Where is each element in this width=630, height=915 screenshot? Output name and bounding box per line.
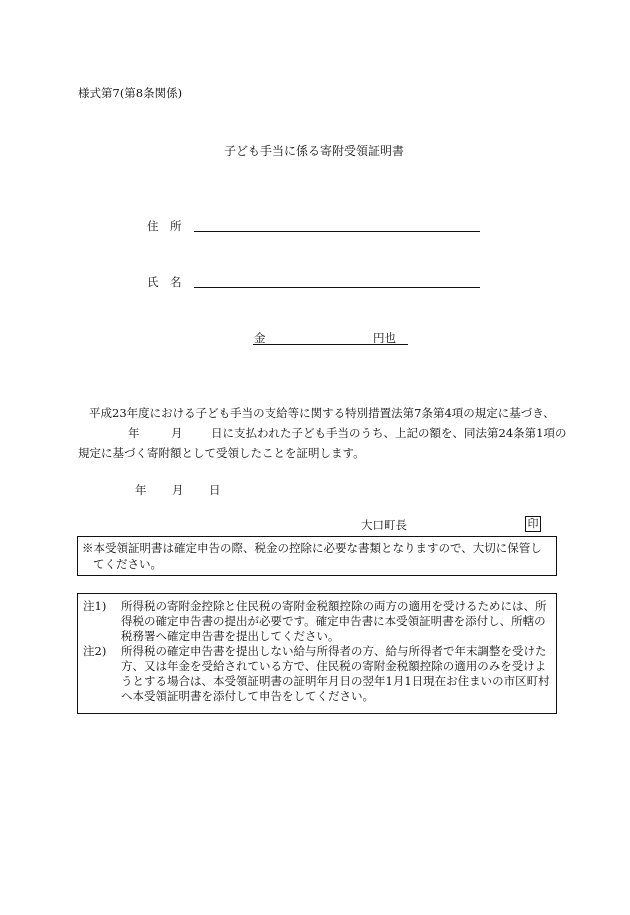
- amount-line: [253, 344, 408, 345]
- note-2-text: [121, 644, 552, 704]
- note-2: [83, 644, 552, 704]
- note-2-line: 方、又は年金を受給されている方で、住民税の寄附金税額控除の適用のみを受けよ: [121, 659, 547, 673]
- amount-suffix: 円也: [373, 331, 396, 345]
- issuer-title: 大口町長: [361, 518, 407, 532]
- body-year-label: 年: [128, 426, 140, 440]
- amount-prefix: 金: [254, 331, 266, 345]
- note-1: [83, 599, 552, 644]
- notice-line-2: てください。: [93, 557, 162, 571]
- form-number: 様式第7(第8条関係): [78, 86, 183, 100]
- notes-box: [77, 593, 557, 714]
- date-year-label: 年: [135, 483, 147, 497]
- note-2-number: 注2): [83, 644, 107, 658]
- date-month-label: 月: [172, 483, 184, 497]
- seal-mark: 印: [525, 516, 541, 532]
- date-day-label: 日: [209, 483, 221, 497]
- note-1-number: 注1): [83, 599, 107, 613]
- note-2-line: へ本受領証明書を添付して申告をしてください。: [121, 689, 374, 703]
- body-month-label: 月: [171, 426, 183, 440]
- notice-box: [77, 536, 557, 576]
- name-label: 氏 名: [147, 275, 182, 289]
- certification-text: [78, 403, 567, 463]
- body-line-2: [78, 423, 567, 443]
- address-label: 住 所: [147, 219, 182, 233]
- note-2-line: 所得税の確定申告書を提出しない給与所得者の方、給与所得者で年末調整を受けた: [121, 644, 547, 658]
- note-1-line: 得税の確定申告書の提出が必要です。確定申告書に本受領証明書を添付し、所轄の: [121, 614, 546, 628]
- name-line: [194, 287, 480, 288]
- note-1-line: 所得税の寄附金控除と住民税の寄附金税額控除の両方の適用を受けるためには、所: [121, 599, 547, 613]
- note-2-line: うとする場合は、本受領証明書の証明年月日の翌年1月1日現在お住まいの市区町村: [121, 674, 550, 688]
- document-title: 子ども手当に係る寄附受領証明書: [224, 144, 405, 158]
- note-1-text: [121, 599, 552, 644]
- address-line: [194, 231, 480, 232]
- note-1-line: 税務署へ確定申告書を提出してください。: [121, 629, 340, 643]
- body-line-1: 平成23年度における子ども手当の支給等に関する特別措置法第7条第4項の規定に基づき、: [89, 406, 555, 420]
- body-line-2-rest: 日に支払われた子ども手当のうち、上記の額を、同法第24条第1項の: [211, 426, 567, 440]
- notice-line-1: ※本受領証明書は確定申告の際、税金の控除に必要な書類となりますので、大切に保管し: [82, 541, 542, 555]
- body-line-3: 規定に基づく寄附額として受領したことを証明します。: [78, 446, 365, 460]
